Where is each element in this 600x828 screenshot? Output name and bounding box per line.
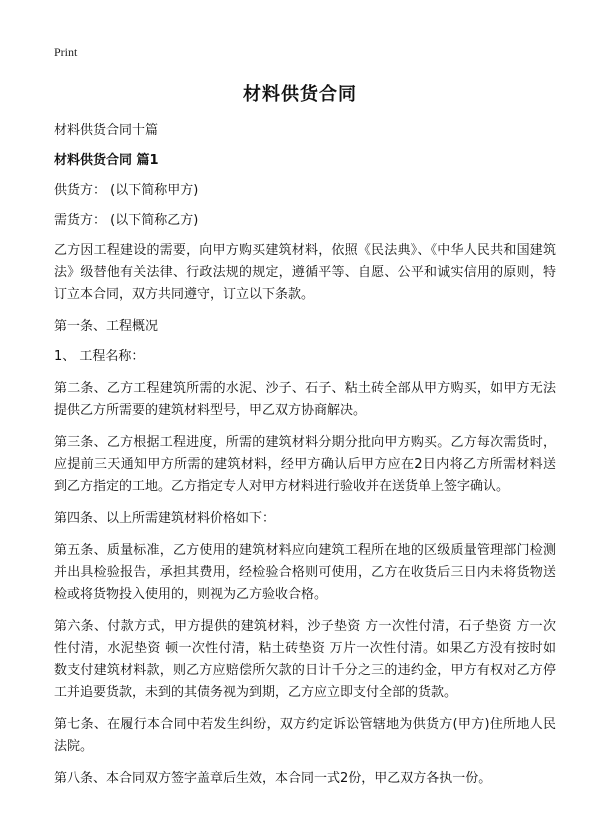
article-2-paragraph: 第二条、乙方工程建筑所需的水泥、沙子、石子、粘土砖全部从甲方购买，如甲方无法提供乙方所需要的建筑材料型号，甲乙双方协商解决。 — [54, 381, 556, 418]
article-7-paragraph: 第七条、在履行本合同中若发生纠纷，双方约定诉讼管辖地为供货方(甲方)住所地人民法院。 — [54, 717, 556, 754]
section-title: 材料供货合同 篇1 — [54, 153, 159, 168]
document-body — [54, 120, 556, 800]
article-3-paragraph: 第三条、乙方根据工程进度，所需的建筑材料分期分批向甲方购买。乙方每次需货时，应提前三天通知甲方所需的建筑材料，经甲方确认后甲方应在2日内将乙方所需材料送到乙方指定的工地。乙方指定专人对甲方材料进行验收并在送货单上签字确认。 — [54, 435, 556, 494]
print-link[interactable]: Print — [54, 45, 78, 59]
buyer-line: 需货方： (以下简称乙方) — [54, 213, 199, 228]
article-8-paragraph: 第八条、本合同双方签字盖章后生效，本合同一式2份，甲乙双方各执一份。 — [54, 771, 492, 786]
document-title: 材料供货合同 — [243, 84, 357, 105]
article-5-paragraph: 第五条、质量标准，乙方使用的建筑材料应向建筑工程所在地的区级质量管理部门检测并出具检验报告，承担其费用，经检验合格则可使用，乙方在收货后三日内未将货物送检或将货物投入使用的，则视为乙方验收合格。 — [54, 543, 556, 602]
article-1-heading: 第一条、工程概况 — [54, 319, 159, 334]
preamble-paragraph: 乙方因工程建设的需要，向甲方购买建筑材料，依照《民法典》、《中华人民共和国建筑法》级替他有关法律、行政法规的规定，遵循平等、自愿、公平和诚实信用的原则，特订立本合同，双方共同遵守，订立以下条款。 — [54, 243, 556, 302]
project-name-line: 1、 工程名称： — [54, 349, 145, 364]
supplier-line: 供货方： (以下简称甲方) — [54, 183, 199, 198]
article-6-paragraph: 第六条、付款方式，甲方提供的建筑材料，沙子垫资 方一次性付清，石子垫资 方一次性付清，水泥垫资 顿一次性付清，粘土砖垫资 万片一次性付清。如果乙方没有按时如数支付建筑材料款，则乙方应赔偿所欠款的日计千分之三的违约金，甲方有权对乙方停工并追要货款，未到的其债务视为到期，乙方应立即支付全部的货款。 — [54, 619, 556, 700]
document-subtitle: 材料供货合同十篇 — [54, 123, 159, 138]
article-4-paragraph: 第四条、以上所需建筑材料价格如下： — [54, 511, 276, 526]
